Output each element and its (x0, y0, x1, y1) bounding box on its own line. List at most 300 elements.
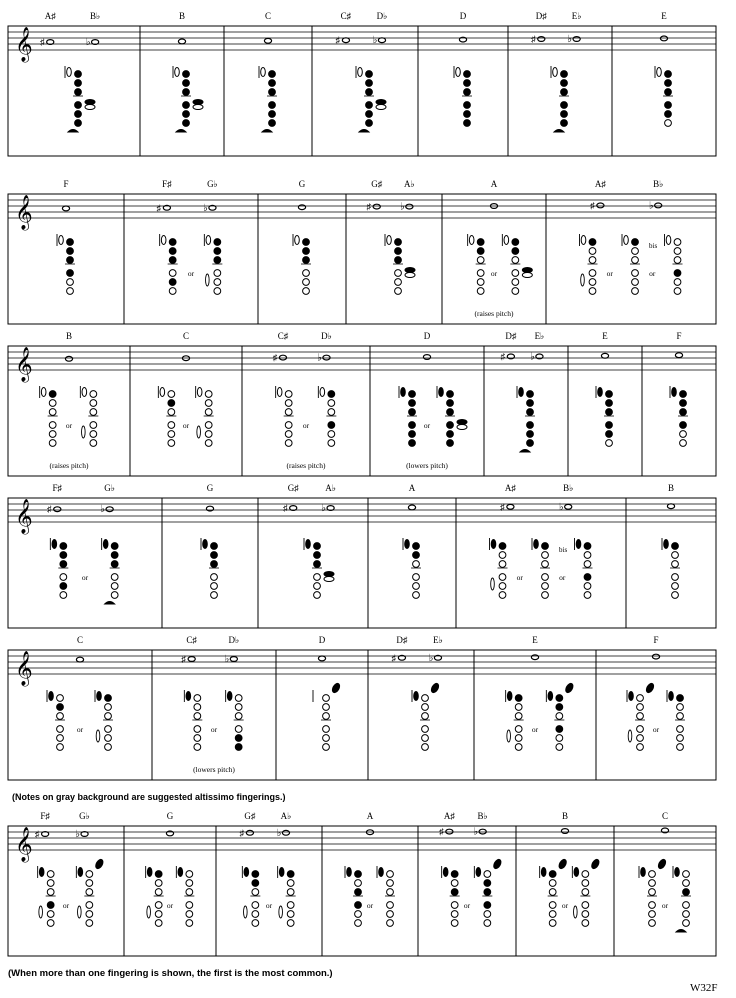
hole-open-icon (413, 561, 420, 568)
hole-open-icon (674, 257, 681, 264)
hole-open-icon (672, 574, 679, 581)
note-name: G (298, 179, 306, 189)
thumb-key-open-icon (161, 236, 166, 245)
octave-key-closed-icon (519, 388, 524, 397)
hole-closed-icon (606, 391, 613, 398)
trill-key-icon (581, 274, 585, 286)
hole-open-icon (582, 902, 589, 909)
hole-closed-icon (451, 871, 458, 878)
thumb-key-open-icon (456, 68, 461, 77)
octave-key-closed-icon (379, 868, 384, 877)
side-key-icon (522, 268, 532, 273)
note-name: A♯ (443, 811, 455, 821)
hole-open-icon (186, 902, 193, 909)
treble-clef: 𝄞 (15, 500, 33, 533)
sharp-sign: ♯ (500, 351, 506, 362)
hole-closed-icon (589, 239, 596, 246)
hole-closed-icon (409, 431, 416, 438)
fingering-diagram (345, 866, 363, 926)
side-key-icon (522, 273, 532, 278)
hole-open-icon (105, 735, 112, 742)
hole-closed-icon (464, 120, 471, 127)
hole-open-icon (632, 270, 639, 277)
hole-open-icon (49, 422, 56, 429)
hole-closed-icon (105, 695, 112, 702)
side-key-icon (85, 105, 95, 110)
hole-open-icon (584, 561, 591, 568)
cell-border (152, 650, 276, 780)
hole-open-icon (477, 288, 484, 295)
octave-key-closed-icon (401, 388, 406, 397)
hole-open-icon (67, 288, 74, 295)
hole-closed-icon (155, 871, 162, 878)
hole-open-icon (287, 902, 294, 909)
note-name: A (490, 179, 498, 189)
hole-closed-icon (409, 400, 416, 407)
hole-open-icon (168, 391, 175, 398)
hole-open-icon (252, 902, 259, 909)
hole-closed-icon (111, 561, 118, 568)
note-name: F♯ (52, 483, 63, 493)
octave-key-closed-icon (39, 868, 44, 877)
hole-open-icon (542, 561, 549, 568)
hole-open-icon (105, 726, 112, 733)
fingering-diagram (65, 66, 95, 132)
hole-open-icon (90, 440, 97, 447)
hole-open-icon (252, 889, 259, 896)
octave-key-closed-icon (279, 868, 284, 877)
side-key-icon (376, 100, 386, 105)
notehead (246, 830, 253, 835)
octave-key-closed-icon (669, 692, 674, 701)
note-name: C (182, 331, 190, 341)
thumb-key-open-icon (358, 68, 363, 77)
note-name: B (178, 11, 186, 21)
hole-closed-icon (677, 695, 684, 702)
hole-open-icon (589, 279, 596, 286)
sharp-sign: ♯ (391, 652, 397, 663)
hole-closed-icon (183, 120, 190, 127)
hole-open-icon (303, 279, 310, 286)
octave-key-closed-icon (97, 692, 102, 701)
cell-border (442, 194, 546, 324)
hole-open-icon (168, 409, 175, 416)
octave-key-closed-icon (347, 868, 352, 877)
bis-label: bis (649, 242, 658, 250)
hole-open-icon (111, 574, 118, 581)
octave-key-closed-icon (439, 388, 444, 397)
hole-open-icon (649, 880, 656, 887)
hole-open-icon (186, 911, 193, 918)
hole-closed-icon (680, 409, 687, 416)
note-cell (124, 179, 258, 324)
hole-open-icon (186, 920, 193, 927)
hole-open-icon (649, 902, 656, 909)
hole-open-icon (287, 920, 294, 927)
hole-closed-icon (211, 561, 218, 568)
hole-open-icon (499, 592, 506, 599)
hole-closed-icon (672, 543, 679, 550)
thumb-key-open-icon (261, 68, 266, 77)
thumb-key-open-icon (320, 388, 325, 397)
fingering-diagram (38, 866, 56, 926)
side-key-icon (376, 105, 386, 110)
flat-sign: ♭ (473, 826, 479, 838)
hole-open-icon (214, 288, 221, 295)
hole-open-icon (90, 391, 97, 398)
side-key-icon (405, 273, 415, 278)
cell-border (368, 650, 474, 780)
hole-open-icon (205, 440, 212, 447)
note-cell (516, 811, 614, 956)
trill-key-icon (39, 906, 43, 918)
fingering-diagram (622, 234, 657, 294)
hole-closed-icon (67, 270, 74, 277)
fingering-diagram (468, 234, 486, 294)
note-name: C♯ (186, 635, 197, 645)
hole-open-icon (637, 695, 644, 702)
note-name: C (76, 635, 84, 645)
hole-open-icon (323, 735, 330, 742)
thumb-key-open-icon (67, 68, 72, 77)
hole-closed-icon (60, 543, 67, 550)
hole-closed-icon (269, 71, 276, 78)
hole-closed-icon (328, 422, 335, 429)
hole-closed-icon (183, 102, 190, 109)
low-key-icon (68, 130, 78, 133)
hole-closed-icon (60, 552, 67, 559)
fingering-diagram (95, 690, 113, 750)
or-label: or (531, 725, 539, 734)
hole-closed-icon (75, 120, 82, 127)
hole-closed-icon (484, 902, 491, 909)
hole-closed-icon (47, 902, 54, 909)
hole-open-icon (542, 583, 549, 590)
notehead (667, 504, 674, 509)
note-name: A♯ (504, 483, 516, 493)
flat-sign: ♭ (276, 827, 282, 839)
note-name: B♭ (563, 483, 574, 493)
hole-open-icon (413, 583, 420, 590)
cell-border (224, 26, 312, 156)
hole-open-icon (584, 552, 591, 559)
note-cell (258, 483, 368, 628)
thumb-key-open-icon (295, 236, 300, 245)
hole-open-icon (637, 726, 644, 733)
footnote-common: (When more than one fingering is shown, the first is the most common.) (8, 968, 333, 979)
note-cell (140, 11, 224, 156)
trill-key-icon (147, 906, 151, 918)
hole-open-icon (194, 744, 201, 751)
or-label: or (265, 901, 273, 910)
hole-closed-icon (211, 552, 218, 559)
note-name: G (166, 811, 174, 821)
footnote-code: W32F (690, 982, 718, 994)
notehead (423, 355, 430, 360)
hole-closed-icon (556, 726, 563, 733)
hole-closed-icon (464, 102, 471, 109)
hole-open-icon (194, 713, 201, 720)
note-cell (612, 11, 716, 156)
hole-closed-icon (57, 704, 64, 711)
fingering-diagram (50, 538, 68, 598)
octave-key-closed-icon (306, 540, 311, 549)
hole-open-icon (683, 920, 690, 927)
hole-closed-icon (303, 248, 310, 255)
sharp-sign: ♯ (500, 501, 505, 512)
sharp-sign: ♯ (366, 201, 371, 212)
hole-open-icon (169, 288, 176, 295)
note-name: G♯ (287, 483, 299, 493)
flat-sign: ♭ (558, 501, 564, 513)
hole-open-icon (328, 409, 335, 416)
fingering-diagram (102, 538, 120, 604)
thumb-key-open-icon (277, 388, 282, 397)
hole-open-icon (323, 726, 330, 733)
hole-closed-icon (366, 111, 373, 118)
or-label: or (62, 901, 70, 910)
treble-clef: 𝄞 (15, 196, 33, 229)
notehead (76, 657, 83, 662)
hole-open-icon (314, 583, 321, 590)
hole-open-icon (168, 440, 175, 447)
fingering-diagram (665, 234, 683, 294)
note-name: A♯ (44, 11, 56, 21)
fingering-diagram (575, 538, 593, 598)
note-cell (258, 179, 346, 324)
or-label: or (81, 573, 89, 582)
note-name: E (661, 11, 667, 21)
hole-open-icon (477, 279, 484, 286)
hole-open-icon (168, 422, 175, 429)
note-cell (242, 331, 370, 476)
note-name: C (661, 811, 669, 821)
note-cell (546, 179, 716, 324)
hole-closed-icon (75, 71, 82, 78)
note-cell (216, 811, 322, 956)
hole-open-icon (205, 391, 212, 398)
notehead (507, 504, 514, 509)
fingering-diagram (639, 858, 667, 926)
note-cell (474, 635, 596, 780)
hole-open-icon (194, 695, 201, 702)
hole-closed-icon (269, 120, 276, 127)
hole-open-icon (484, 911, 491, 918)
hole-closed-icon (269, 102, 276, 109)
hole-open-icon (86, 911, 93, 918)
hole-closed-icon (60, 583, 67, 590)
hole-open-icon (387, 902, 394, 909)
flat-sign: ♭ (400, 201, 405, 213)
flat-sign: ♭ (100, 504, 105, 516)
side-key-icon (457, 425, 467, 430)
notehead (373, 204, 380, 209)
low-key-icon (105, 602, 115, 605)
note-name: G♯ (371, 179, 383, 189)
hole-open-icon (303, 270, 310, 277)
sharp-sign: ♯ (439, 826, 444, 837)
fingering-diagram (158, 386, 176, 446)
hole-open-icon (205, 409, 212, 416)
chart-row-6 (8, 811, 716, 956)
cell-border (456, 498, 626, 628)
hole-open-icon (606, 440, 613, 447)
fingering-diagram (313, 682, 341, 750)
hole-closed-icon (451, 889, 458, 896)
thumb-key-open-icon (624, 236, 629, 245)
hole-open-icon (672, 592, 679, 599)
fingering-diagram (502, 234, 532, 294)
hole-open-icon (477, 270, 484, 277)
cell-border (276, 650, 368, 780)
hole-closed-icon (484, 880, 491, 887)
fingering-diagram (146, 866, 164, 926)
hole-closed-icon (395, 248, 402, 255)
octave-key-closed-icon (414, 692, 419, 701)
or-label: or (661, 901, 669, 910)
hole-open-icon (323, 704, 330, 711)
cell-border (474, 650, 596, 780)
octave-key-closed-icon (78, 868, 83, 877)
fingering-diagram (293, 234, 311, 294)
bis-label: bis (559, 546, 568, 554)
hole-open-icon (47, 911, 54, 918)
hole-open-icon (542, 574, 549, 581)
palm-key-icon (430, 682, 440, 694)
flat-sign: ♭ (321, 503, 326, 514)
cell-border (322, 826, 418, 956)
cell-border (612, 26, 716, 156)
hole-closed-icon (665, 71, 672, 78)
note-cell (614, 811, 716, 956)
fingering-diagram (173, 66, 203, 132)
hole-closed-icon (499, 543, 506, 550)
hole-open-icon (683, 902, 690, 909)
hole-open-icon (395, 288, 402, 295)
fingering-diagram (40, 386, 58, 446)
hole-open-icon (677, 735, 684, 742)
notehead (65, 356, 72, 361)
fingering-diagram (532, 538, 567, 598)
note-cell (162, 483, 258, 628)
hole-closed-icon (269, 80, 276, 87)
hole-open-icon (677, 744, 684, 751)
hole-open-icon (355, 920, 362, 927)
hole-open-icon (90, 431, 97, 438)
hole-open-icon (287, 889, 294, 896)
hole-open-icon (395, 270, 402, 277)
hole-open-icon (549, 920, 556, 927)
hole-open-icon (582, 880, 589, 887)
hole-open-icon (355, 911, 362, 918)
hole-open-icon (285, 391, 292, 398)
hole-open-icon (323, 713, 330, 720)
hole-closed-icon (366, 71, 373, 78)
hole-open-icon (413, 592, 420, 599)
hole-open-icon (314, 592, 321, 599)
hole-open-icon (515, 726, 522, 733)
octave-key-closed-icon (629, 692, 634, 701)
fingering-diagram (580, 234, 598, 294)
hole-open-icon (477, 257, 484, 264)
note-name: F♯ (40, 811, 50, 821)
cell-border (626, 498, 716, 628)
low-key-icon (262, 130, 272, 133)
note-name: E♭ (433, 635, 443, 645)
hole-closed-icon (75, 89, 82, 96)
sharp-sign: ♯ (590, 200, 595, 211)
cell-border (484, 346, 568, 476)
hole-closed-icon (674, 270, 681, 277)
sharp-sign: ♯ (156, 202, 162, 213)
octave-key-closed-icon (52, 540, 57, 549)
hole-closed-icon (683, 889, 690, 896)
treble-clef: 𝄞 (15, 828, 33, 861)
hole-open-icon (57, 726, 64, 733)
hole-open-icon (387, 871, 394, 878)
treble-clef: 𝄞 (15, 348, 33, 381)
hole-open-icon (515, 744, 522, 751)
hole-open-icon (413, 574, 420, 581)
hole-closed-icon (214, 257, 221, 264)
fingering-diagram (57, 234, 75, 294)
hole-open-icon (285, 422, 292, 429)
hole-closed-icon (484, 889, 491, 896)
hole-open-icon (515, 735, 522, 742)
hole-open-icon (111, 583, 118, 590)
note-name: B♭ (89, 11, 101, 21)
or-label: or (366, 901, 374, 910)
hole-closed-icon (169, 239, 176, 246)
note-cell (626, 483, 716, 628)
palm-key-icon (331, 682, 341, 694)
notehead (565, 504, 572, 509)
hole-open-icon (186, 889, 193, 896)
pitch-note: (raises pitch) (474, 309, 514, 318)
notehead (298, 205, 305, 210)
thumb-key-open-icon (175, 68, 180, 77)
notehead (573, 37, 580, 42)
note-name: C (264, 11, 272, 21)
hole-open-icon (235, 713, 242, 720)
hole-closed-icon (355, 871, 362, 878)
cell-border (216, 826, 322, 956)
thumb-key-open-icon (160, 388, 165, 397)
hole-open-icon (49, 400, 56, 407)
hole-closed-icon (409, 409, 416, 416)
hole-closed-icon (561, 111, 568, 118)
note-name: B♭ (477, 811, 488, 821)
note-name: B♭ (653, 179, 664, 189)
fingering-diagram (546, 682, 574, 750)
hole-closed-icon (355, 902, 362, 909)
hole-open-icon (155, 880, 162, 887)
hole-open-icon (665, 120, 672, 127)
trill-key-icon (244, 906, 248, 918)
cell-border (258, 194, 346, 324)
hole-open-icon (637, 713, 644, 720)
fingering-diagram (474, 858, 502, 926)
thumb-key-open-icon (41, 388, 46, 397)
or-label: or (652, 725, 660, 734)
hole-closed-icon (447, 422, 454, 429)
flat-sign: ♭ (317, 352, 322, 364)
fingering-diagram (276, 386, 294, 446)
note-cell (346, 179, 442, 324)
hole-closed-icon (561, 120, 568, 127)
hole-closed-icon (75, 80, 82, 87)
flat-sign: ♭ (75, 829, 80, 840)
